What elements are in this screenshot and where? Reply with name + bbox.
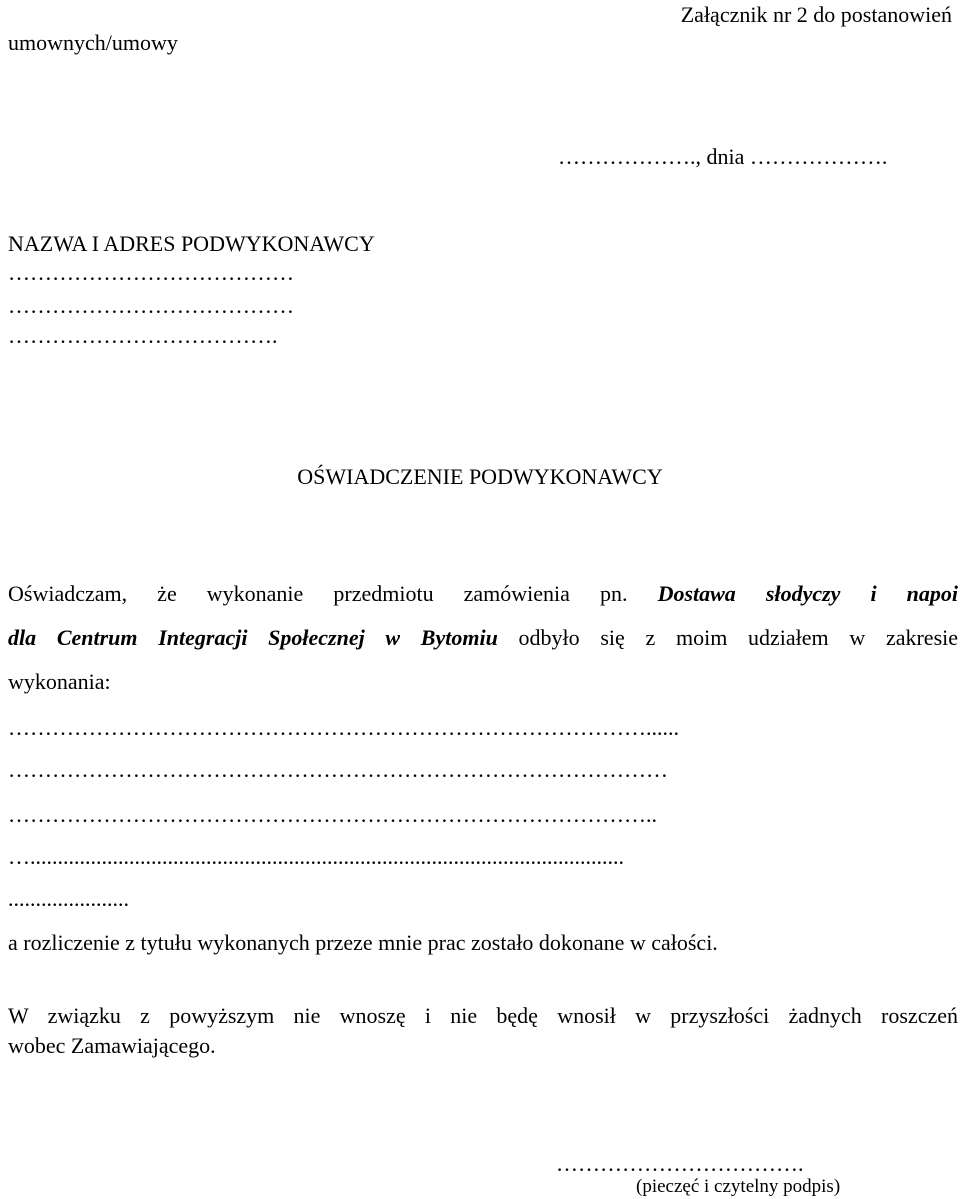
waiver-line-1: W związku z powyższym nie wnoszę i nie będę wnosił w przyszłości żadnych roszczeń bbox=[8, 1003, 958, 1028]
contract-name-part-2: słodyczy i napoi bbox=[765, 581, 959, 606]
scope-dot-line-2: ……………………………………………………………………………… bbox=[8, 757, 668, 782]
settlement-text: a rozliczenie z tytułu wykonanych przeze mnie prac zostało dokonane w całości. bbox=[8, 930, 718, 955]
statement-line-1 bbox=[8, 581, 958, 607]
signature-caption: (pieczęć i czytelny podpis) bbox=[636, 1176, 841, 1197]
subcontractor-dot-line-2: ………………………………… bbox=[8, 293, 294, 318]
document-title: OŚWIADCZENIE PODWYKONAWCY bbox=[297, 464, 663, 489]
subcontractor-dot-line-1: ………………………………… bbox=[8, 260, 294, 285]
scope-dot-line-5: ...................... bbox=[8, 886, 129, 911]
statement-line-3: wykonania: bbox=[8, 669, 111, 694]
waiver-line-2: wobec Zamawiającego. bbox=[8, 1033, 216, 1058]
statement-line-2 bbox=[8, 625, 958, 651]
scope-dot-line-3: …………………………………………………………………………….. bbox=[8, 802, 657, 827]
place-date-line: ………………., dnia ………………. bbox=[558, 144, 888, 169]
contract-name-part-3: dla Centrum Integracji Społecznej w Bytomiu bbox=[8, 625, 498, 650]
signature-dots: ……………………………. bbox=[556, 1151, 804, 1176]
contract-name-part-1: Dostawa bbox=[657, 581, 736, 606]
subcontractor-dot-line-3: ………………………………. bbox=[8, 323, 278, 348]
statement-suffix: odbyło się z moim udziałem w zakresie bbox=[518, 625, 959, 650]
attachment-line-2: umownych/umowy bbox=[8, 30, 178, 55]
subcontractor-label: NAZWA I ADRES PODWYKONAWCY bbox=[8, 231, 375, 256]
statement-prefix: Oświadczam, że wykonanie przedmiotu zamówienia pn. bbox=[8, 581, 628, 606]
attachment-line-1: Załącznik nr 2 do postanowień bbox=[680, 2, 952, 27]
scope-dot-line-4: …............................................................................................................ bbox=[8, 844, 624, 869]
scope-dot-line-1: ……………………………………………………………………………...... bbox=[8, 715, 679, 740]
